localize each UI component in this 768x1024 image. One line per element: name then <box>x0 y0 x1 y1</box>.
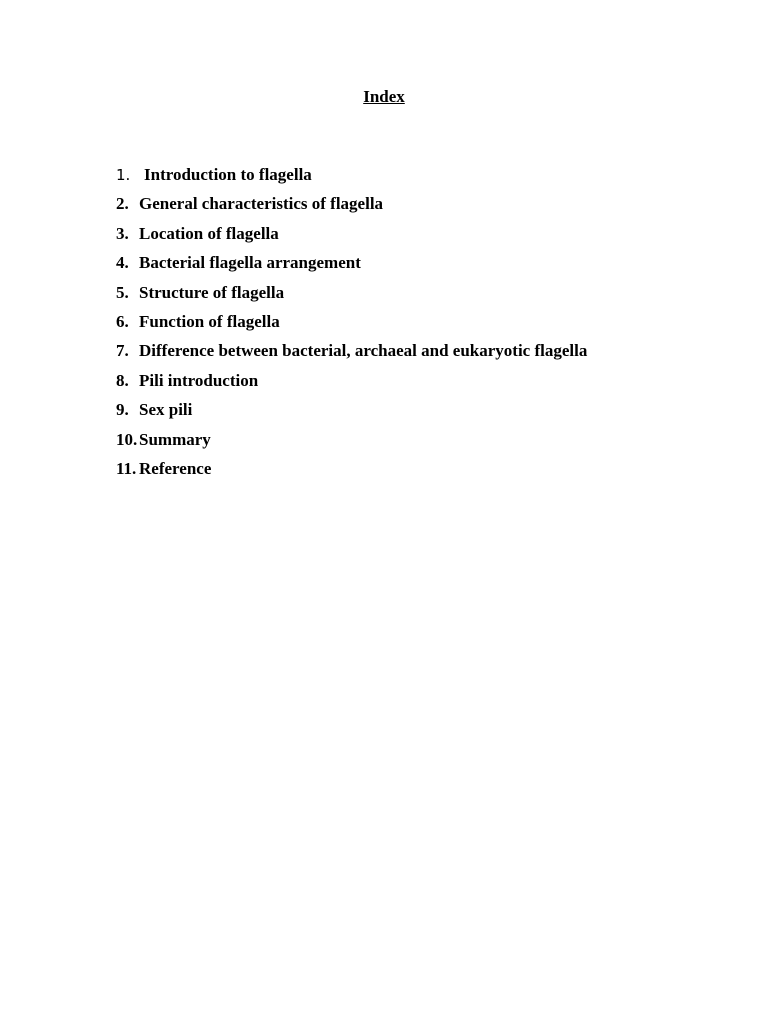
list-item-number: 2. <box>116 194 129 214</box>
list-item <box>116 193 587 222</box>
list-item-text: Function of flagella <box>139 311 280 331</box>
list-item <box>116 252 587 281</box>
list-item-number: 8. <box>116 370 129 390</box>
list-item <box>116 223 587 252</box>
index-list <box>116 164 587 487</box>
list-item <box>116 311 587 340</box>
list-item-text: Location of flagella <box>139 223 279 243</box>
page-title: Index <box>363 87 405 106</box>
list-item-text: Difference between bacterial, archaeal and eukaryotic flagella <box>139 341 588 361</box>
list-item-text: Structure of flagella <box>139 282 285 302</box>
list-item <box>116 370 587 399</box>
list-item-text: Introduction to flagella <box>144 165 312 184</box>
list-item-number: 4. <box>116 253 129 273</box>
list-item <box>116 458 587 487</box>
list-item-number: 5. <box>116 282 129 302</box>
list-item-text: Summary <box>139 429 211 449</box>
list-item <box>116 429 587 458</box>
list-item-number: 6. <box>116 311 129 331</box>
list-item-number: 7. <box>116 341 129 361</box>
list-item <box>116 399 587 428</box>
list-item <box>116 164 587 193</box>
list-item-number: 1. <box>116 166 131 184</box>
list-item-number: 9. <box>116 400 129 420</box>
list-item-number: 10. <box>116 429 138 449</box>
list-item-text: General characteristics of flagella <box>139 194 384 214</box>
list-item-text: Pili introduction <box>139 370 259 390</box>
list-item-number: 3. <box>116 223 129 243</box>
list-item-text: Bacterial flagella arrangement <box>139 253 361 273</box>
list-item <box>116 340 587 369</box>
list-item-number: 11. <box>116 458 137 478</box>
list-item <box>116 282 587 311</box>
list-item-text: Sex pili <box>139 400 193 420</box>
list-item-text: Reference <box>139 458 212 478</box>
